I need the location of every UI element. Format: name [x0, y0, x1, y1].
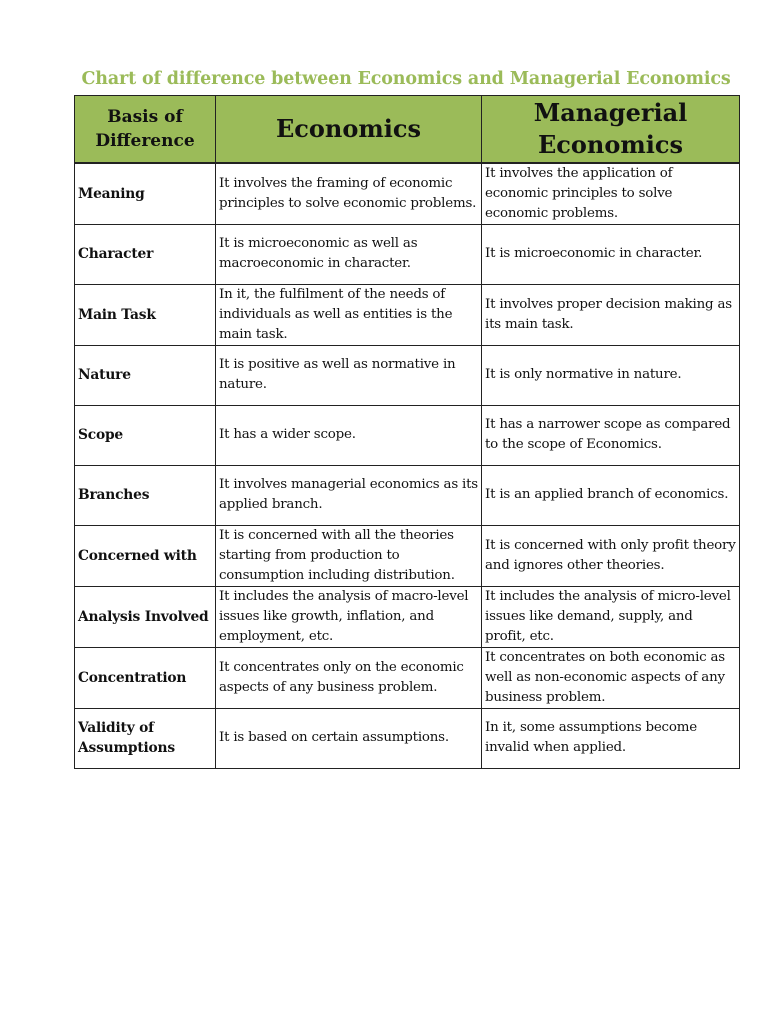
row-basis-cell — [75, 525, 216, 586]
table-row — [75, 708, 740, 768]
row-basis-cell — [75, 586, 216, 647]
managerial-cell — [482, 224, 740, 284]
managerial-text: It is an applied branch of economics. — [485, 487, 729, 502]
economics-text: It is concerned with all the theories starting from production to consumption including distribution. — [219, 527, 455, 583]
row-basis-cell — [75, 708, 216, 768]
table-row — [75, 647, 740, 708]
economics-cell — [216, 405, 482, 465]
managerial-text: In it, some assumptions become invalid when applied. — [485, 720, 697, 755]
managerial-cell — [482, 465, 740, 525]
economics-cell — [216, 224, 482, 284]
managerial-cell — [482, 405, 740, 465]
row-basis-label: Scope — [78, 427, 123, 443]
row-basis-cell — [75, 163, 216, 225]
row-basis-cell — [75, 284, 216, 345]
economics-cell — [216, 345, 482, 405]
row-basis-label: Concerned with — [78, 547, 197, 564]
row-basis-label: Validity of Assumptions — [78, 720, 175, 756]
table-row — [75, 525, 740, 586]
table-row — [75, 465, 740, 525]
page-title: Chart of difference between Economics and Managerial Economics — [81, 69, 731, 89]
economics-text: It has a wider scope. — [219, 427, 356, 442]
managerial-cell — [482, 525, 740, 586]
table-row — [75, 163, 740, 225]
managerial-text: It is microeconomic in character. — [485, 246, 703, 261]
table-row — [75, 586, 740, 647]
economics-cell — [216, 163, 482, 225]
managerial-cell — [482, 586, 740, 647]
row-basis-label: Concentration — [78, 669, 187, 686]
header-economics: Economics — [216, 96, 482, 163]
table-row — [75, 405, 740, 465]
managerial-text: It has a narrower scope as compared to the scope of Economics. — [485, 417, 731, 452]
managerial-text: It includes the analysis of micro-level issues like demand, supply, and profit, etc. — [485, 588, 731, 644]
table-row — [75, 345, 740, 405]
economics-text: It is microeconomic as well as macroeconomic in character. — [219, 236, 418, 271]
row-basis-cell — [75, 224, 216, 284]
row-basis-cell — [75, 465, 216, 525]
economics-text: It is based on certain assumptions. — [219, 730, 449, 745]
managerial-cell — [482, 647, 740, 708]
header-managerial-economics: Managerial Economics — [482, 96, 740, 163]
row-basis-label: Meaning — [78, 185, 145, 202]
managerial-cell — [482, 345, 740, 405]
table-body — [75, 163, 740, 769]
economics-text: It concentrates only on the economic aspects of any business problem. — [219, 659, 464, 695]
comparison-table — [74, 95, 740, 769]
managerial-text: It involves proper decision making as its main task. — [485, 296, 732, 332]
row-basis-label: Character — [78, 246, 154, 262]
economics-text: It is positive as well as normative in nature. — [219, 357, 456, 392]
economics-cell — [216, 465, 482, 525]
row-basis-cell — [75, 405, 216, 465]
economics-cell — [216, 647, 482, 708]
managerial-text: It is concerned with only profit theory and ignores other theories. — [485, 537, 736, 573]
managerial-text: It is only normative in nature. — [485, 367, 682, 382]
economics-text: It includes the analysis of macro-level issues like growth, inflation, and employment, etc. — [219, 588, 469, 644]
economics-text: In it, the fulfilment of the needs of individuals as well as entities is the main task. — [219, 286, 453, 342]
economics-cell — [216, 284, 482, 345]
row-basis-cell — [75, 647, 216, 708]
row-basis-label: Analysis Involved — [78, 608, 209, 625]
economics-text: It involves the framing of economic principles to solve economic problems. — [219, 175, 477, 211]
managerial-cell — [482, 708, 740, 768]
table-row — [75, 224, 740, 284]
economics-cell — [216, 525, 482, 586]
row-basis-cell — [75, 345, 216, 405]
managerial-cell — [482, 284, 740, 345]
economics-cell — [216, 708, 482, 768]
managerial-text: It concentrates on both economic as well as non-economic aspects of any business problem. — [485, 649, 725, 705]
table-header — [75, 96, 740, 163]
economics-text: It involves managerial economics as its applied branch. — [219, 477, 478, 512]
row-basis-label: Nature — [78, 367, 131, 383]
row-basis-label: Branches — [78, 487, 150, 503]
header-row — [75, 96, 740, 163]
header-basis-of-difference: Basis of Difference — [75, 96, 216, 163]
table-row — [75, 284, 740, 345]
managerial-cell — [482, 163, 740, 225]
economics-cell — [216, 586, 482, 647]
managerial-text: It involves the application of economic principles to solve economic problems. — [485, 165, 673, 221]
row-basis-label: Main Task — [78, 306, 156, 323]
